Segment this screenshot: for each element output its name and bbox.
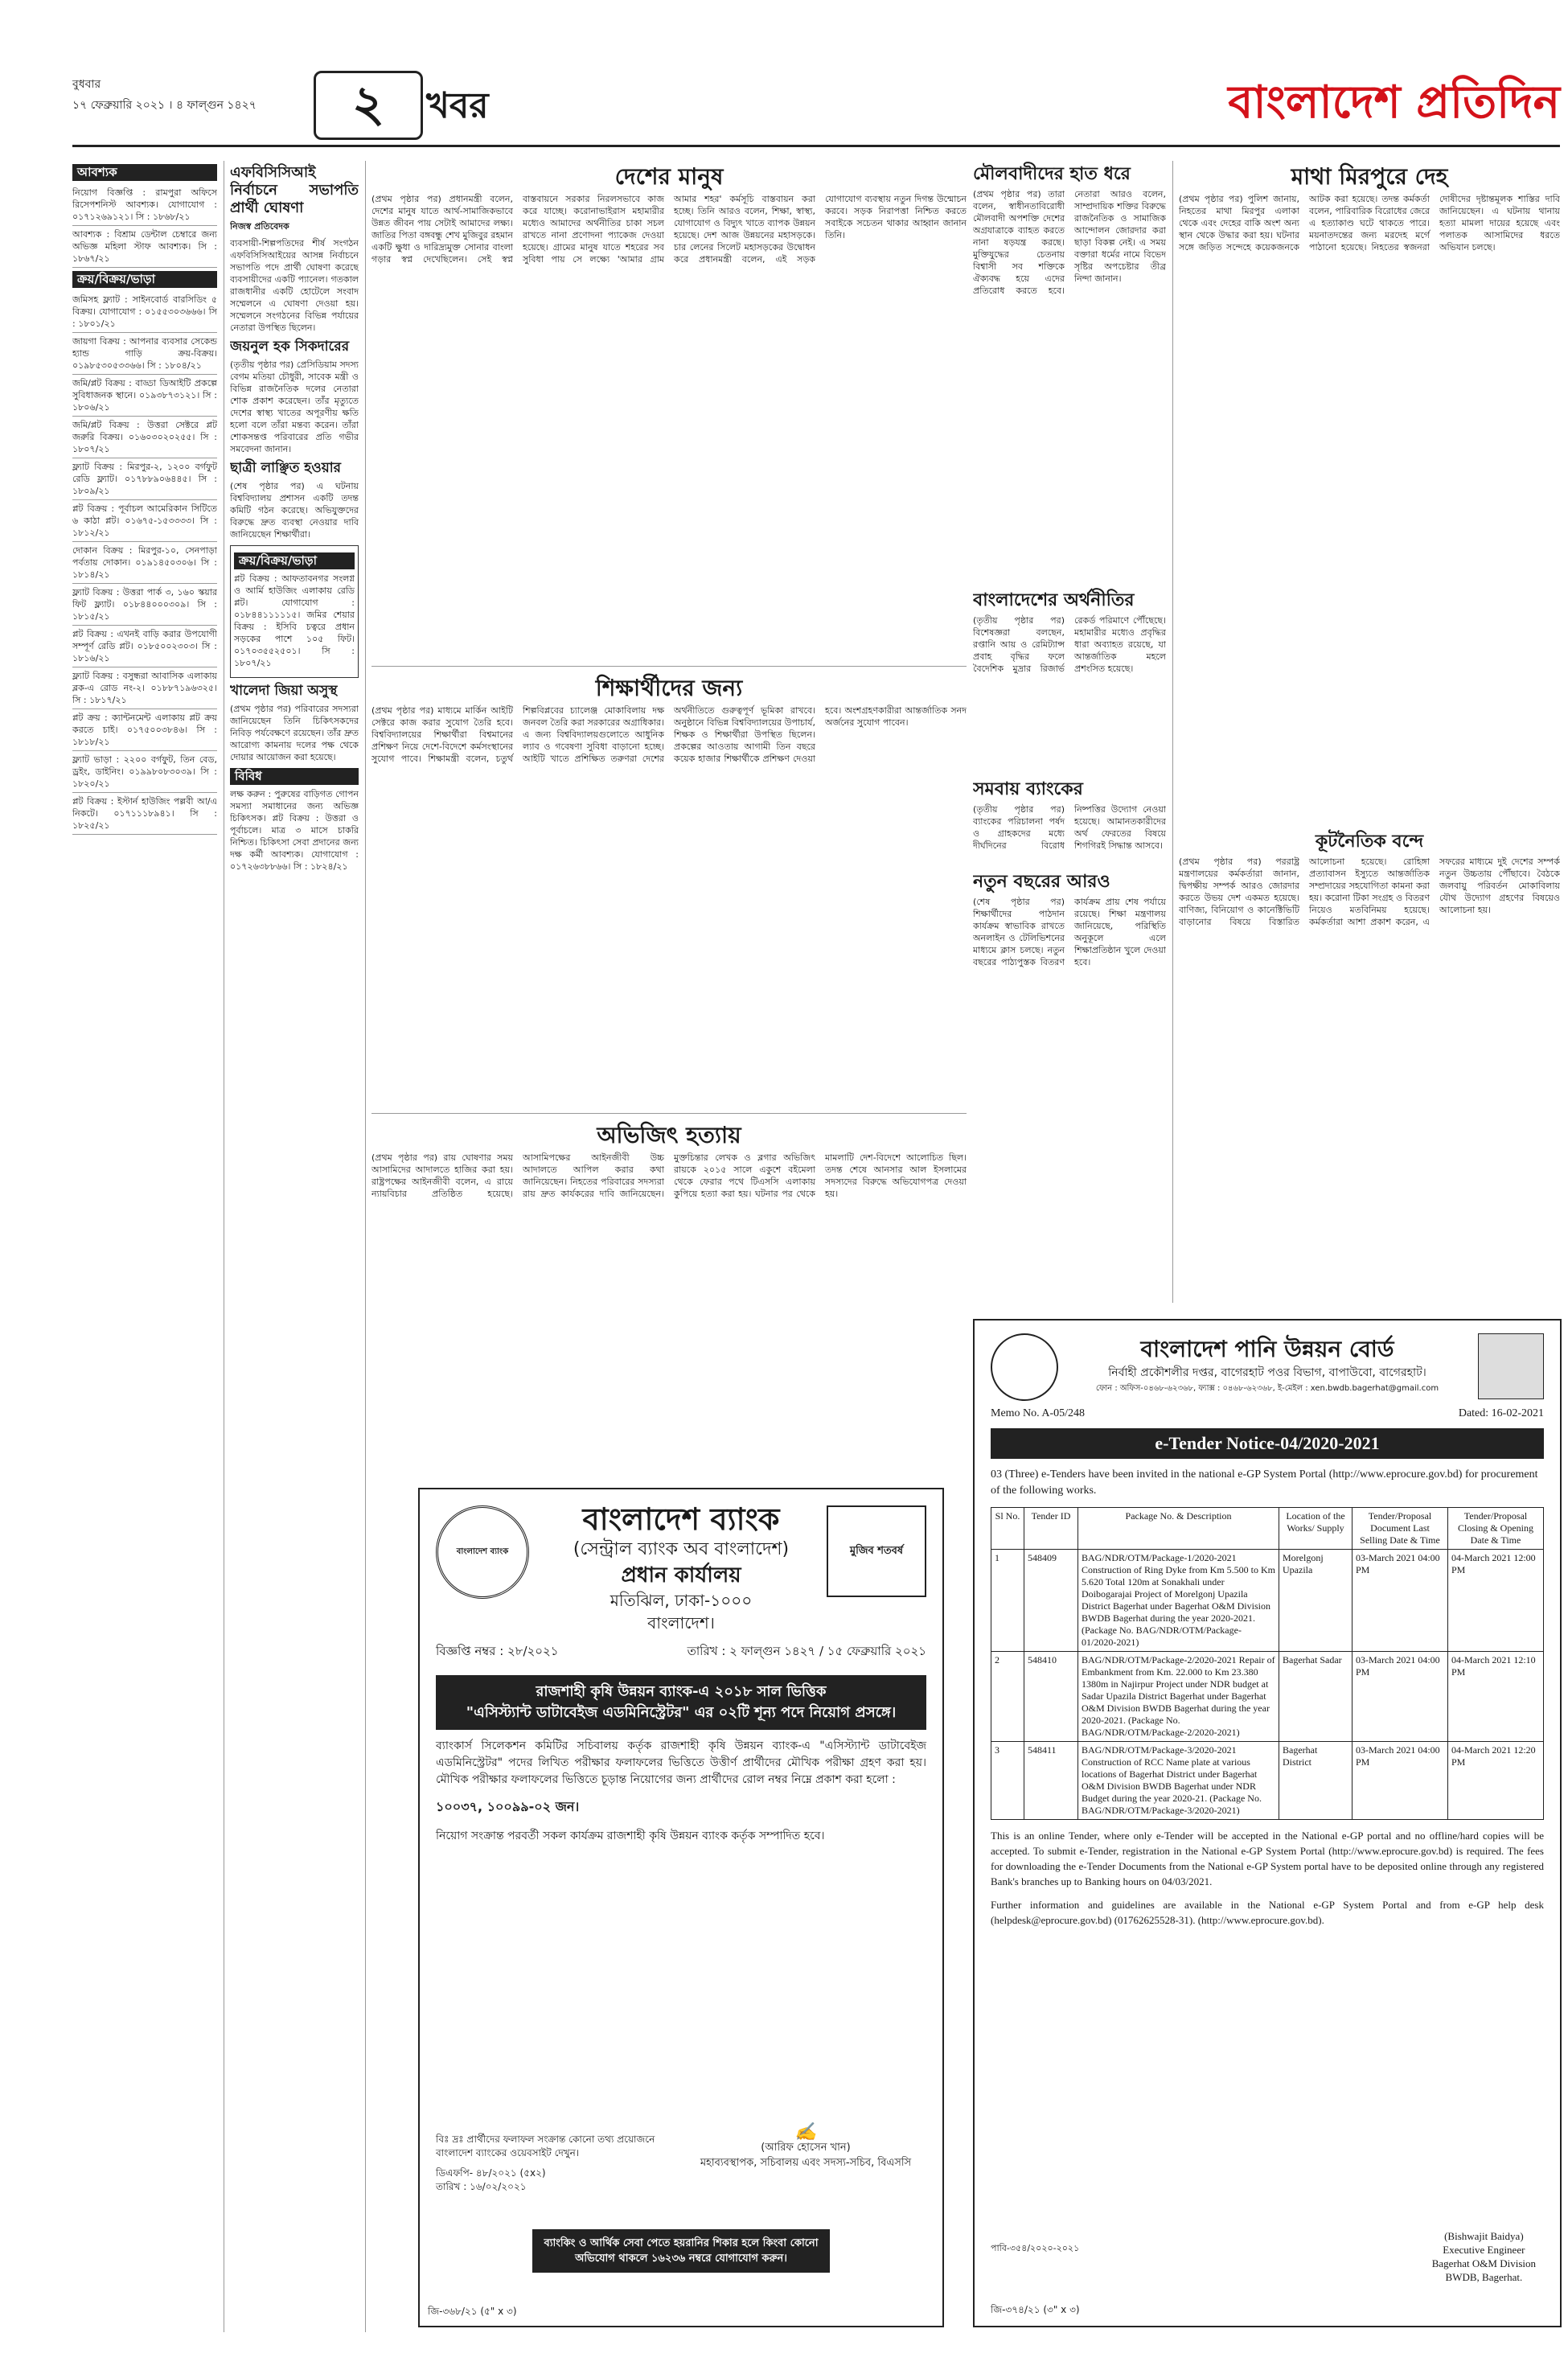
classified-item: আবশ্যক : বিশ্রাম ডেন্টাল চেম্বারে জন্য অভিজ্ঞ মহিলা স্টাফ আবশ্যক। সি : ১৮৬৭/২১ <box>72 226 217 268</box>
classifieds-column <box>72 161 217 2332</box>
bb-sub: (সেন্ট্রাল ব্যাংক অব বাংলাদেশ) <box>573 1539 790 1559</box>
story-headline: বাংলাদেশের অর্থনীতির <box>973 590 1135 610</box>
col-sl: Sl No. <box>991 1508 1024 1550</box>
col-tender-id: Tender ID <box>1024 1508 1078 1550</box>
bb-side-note: বিঃ দ্রঃ প্রার্থীদের ফলাফল সংক্রান্ত কোনো তথ্য প্রয়োজনে বাংলাদেশ ব্যাংকের ওয়েবসাইট দেখুন। ডিএফপি- ৪৮/২০২১ (৫x২) তারিখ : ১৬/০২/২০২১ <box>436 2134 655 2192</box>
bwdb-intro: 03 (Three) e-Tenders have been invited in the national e-GP System Portal (http://www.eprocure.gov.bd) for procurement of the following works. <box>991 1468 1538 1497</box>
bb-notice-no: বিজ্ঞপ্তি নম্বর : ২৮/২০২১ <box>436 1644 559 1658</box>
classified-item: প্লট ক্রয় : ক্যান্টনমেন্ট এলাকায় প্লট ক্রয় করতে চাই। ০১৭৫০০৩৮৪৬। সি : ১৮১৮/২১ <box>72 709 217 751</box>
story-body-fbcci: ব্যবসায়ী-শিল্পপতিদের শীর্ষ সংগঠন এফবিসিসিআইয়ের আসন্ন নির্বাচনে সভাপতি পদে প্রার্থী ঘোষণা করেছে ব্যবসায়ীদের একটি প্যানেল। গতকাল রাজধানীর একটি হোটেলে সংবাদ সম্মেলনে এ ঘোষণা দেওয়া হয়। সম্মেলনে সংগঠনের বিভিন্ন পর্যায়ের নেতারা উপস্থিত ছিলেন। <box>230 238 359 333</box>
story-headline: অভিজিৎ হত্যায় <box>597 1122 741 1148</box>
newspaper-logo: বাংলাদেশ প্রতিদিন <box>1228 76 1560 129</box>
headline-student-harassed: ছাত্রী লাঞ্ছিত হওয়ার <box>230 460 341 476</box>
classified-section-title: ক্রয়/বিক্রয়/ভাড়া <box>72 271 217 288</box>
bb-date: তারিখ : ২ ফাল্গুন ১৪২৭ / ১৫ ফেব্রুয়ারি ২০২১ <box>687 1644 926 1658</box>
bb-name: বাংলাদেশ ব্যাংক <box>582 1501 780 1537</box>
classified-section-title: বিবিধ <box>230 768 359 785</box>
classified-item: প্লট বিক্রয় : পূর্বাচল আমেরিকান সিটিতে ৬ কাঠা প্লট। ০১৬৭৫-১৫৩৩৩৩। সি : ১৮১২/২১ <box>72 500 217 542</box>
table-row: 2 548410 BAG/NDR/OTM/Package-2/2020-2021 Repair of Embankment from Km. 22.000 to Km 23.380 1380m in Najirpur Project under NDR budget at Sadar Upazila District Bagerhat under Bagerhat O&M Division BWDB Bagerhat during the year 2020-2021. (Package No. BAG/NDR/OTM/Package-2/2020-2021) Bagerhat Sadar 03-March 2021 04:00 PM 04-March 2021 12:10 PM <box>991 1652 1544 1742</box>
page-number: ২ <box>314 71 423 140</box>
story-headline: কূটনৈতিক বন্দে <box>1315 832 1424 852</box>
bb-seal <box>436 1505 529 1599</box>
classified-item: ফ্ল্যাট বিক্রয় : মিরপুর-২, ১২০০ বর্গফুট রেডি ফ্ল্যাট। ০১৭৮৮৯০৬৪৪৫। সি : ১৮০৯/২১ <box>72 458 217 500</box>
story-body: (প্রথম পৃষ্ঠার পর) পুলিশ জানায়, নিহতের মাথা মিরপুর এলাকা থেকে এবং দেহের বাকি অংশ অন্য স্থান থেকে উদ্ধার করা হয়। ঘটনার সঙ্গে জড়িত সন্দেহে কয়েকজনকে আটক করা হয়েছে। তদন্ত কর্মকর্তা বলেন, পারিবারিক বিরোধের জেরে এ হত্যাকাণ্ড ঘটে থাকতে পারে। ময়নাতদন্তের জন্য মরদেহ মর্গে পাঠানো হয়েছে। নিহতের স্বজনরা দোষীদের দৃষ্টান্তমূলক শাস্তির দাবি জানিয়েছেন। এ ঘটনায় থানায় হত্যা মামলা দায়ের হয়েছে এবং পলাতক আসামিদের ধরতে অভিযান চলছে। <box>1179 194 1560 253</box>
story-desher-manush <box>371 161 967 659</box>
story-body: (শেষ পৃষ্ঠার পর) শিক্ষার্থীদের পাঠদান কার্যক্রম স্বাভাবিক রাখতে অনলাইন ও টেলিভিশনের মাধ্যমে ক্লাস চলছে। নতুন বছরের পাঠ্যপুস্তক বিতরণ কার্যক্রম প্রায় শেষ পর্যায়ে রয়েছে। শিক্ষা মন্ত্রণালয় জানিয়েছে, পরিস্থিতি অনুকূলে এলে শিক্ষাপ্রতিষ্ঠান খুলে দেওয়া হবে। <box>973 897 1166 967</box>
issue-date: বুধবার ১৭ ফেব্রুয়ারি ২০২১ । ৪ ফাল্গুন ১৪২৭ <box>72 78 257 112</box>
header-rule <box>72 145 1560 147</box>
bwdb-note: This is an online Tender, where only e-Tender will be accepted in the National e-GP portal and no offline/hard copies will be accepted. To submit e-Tender, registration in the National e-GP System Portal (http://www.eprocure.gov.bd) is required. The fees for downloading the e-Tender Documents from the National e-GP System portal have to be deposited online through any registered Bank's branches up to Banking hours on 04/03/2021. <box>991 1830 1544 1887</box>
bb-address: মতিঝিল, ঢাকা-১০০০ <box>610 1591 753 1610</box>
classified-section-title: আবশ্যক <box>72 164 217 181</box>
bwdb-signature: (Bishwajit Baidya) Executive Engineer Bagerhat O&M Division BWDB, Bagerhat. <box>1431 2230 1536 2283</box>
col-location: Location of the Works/ Supply <box>1279 1508 1353 1550</box>
column-divider <box>365 161 366 2332</box>
bb-rolls: ১০০৩৭, ১০০৯৯-০২ জন। <box>436 1799 580 1814</box>
byline: নিজস্ব প্রতিবেদক <box>230 221 289 232</box>
story-headline: সমবায় ব্যাংকের <box>973 779 1083 799</box>
bwdb-code: জি-৩৭৪/২১ (৩" x ৩) <box>991 2304 1080 2315</box>
bb-footer: নিয়োগ সংক্রান্ত পরবর্তী সকল কার্যক্রম রাজশাহী কৃষি উন্নয়ন ব্যাংক কর্তৃক সম্পাদিত হবে। <box>436 1830 825 1842</box>
bwdb-help: Further information and guidelines are available in the National e-GP System Portal and from e-GP help desk (helpdesk@eprocure.gov.bd) (01762625528-31). (http://www.eprocure.gov.bd). <box>991 1899 1544 1926</box>
story-avijit <box>371 1119 967 1473</box>
classified-item: ফ্ল্যাট বিক্রয় : বসুন্ধরা আবাসিক এলাকায় ব্লক-এ রোড নং-২। ০১৮৮৭১৯৬৩২৫। সি : ১৮১৭/২১ <box>72 667 217 709</box>
story-cooperative-bank <box>973 776 1166 865</box>
story-headline: নতুন বছরের আরও <box>973 872 1110 892</box>
bb-country: বাংলাদেশ। <box>647 1613 715 1633</box>
bb-office: প্রধান কার্যালয় <box>621 1563 741 1587</box>
bb-banner: রাজশাহী কৃষি উন্নয়ন ব্যাংক-এ ২০১৮ সাল ভিত্তিক "এসিস্ট্যান্ট ডাটাবেইজ এডমিনিস্ট্রেটর" এর ০২টি শূন্য পদে নিয়োগ প্রসঙ্গে। <box>436 1675 926 1730</box>
section-title: খবর <box>426 85 489 126</box>
classified-item: জায়গা বিক্রয় : আপনার ব্যবসার সেকেন্ড হ্যান্ড গাড়ি ক্রয়-বিক্রয়। ০১৯৮৫৩০৫৩৩৬৬। সি : ১৮০৪/২১ <box>72 333 217 375</box>
story-headline: শিক্ষার্থীদের জন্য <box>595 675 743 701</box>
classified-item: জমি/প্লট বিক্রয় : উত্তরা সেক্টরে প্লট জরুরি বিক্রয়। ০১৬০৩০২০২৫৫। সি : ১৮০৭/২১ <box>72 417 217 458</box>
story-new-year <box>973 869 1166 1303</box>
page-header <box>72 64 1560 153</box>
story-headline: মাথা মিরপুরে দেহ <box>1291 163 1448 190</box>
story-body: (প্রথম পৃষ্ঠার পর) পররাষ্ট্র মন্ত্রণালয়ের কর্মকর্তারা জানান, দ্বিপক্ষীয় সম্পর্ক আরও জোরদার করতে উভয় দেশ একমত হয়েছে। বাণিজ্য, বিনিয়োগ ও কানেক্টিভিটি বাড়ানোর বিষয়ে বিস্তারিত আলোচনা হয়েছে। রোহিঙ্গা প্রত্যাবাসন ইস্যুতে আন্তর্জাতিক সম্প্রদায়ের সহযোগিতা কামনা করা হয়। করোনা টিকা সংগ্রহ ও বিতরণ নিয়েও মতবিনিময় হয়েছে। কর্মকর্তারা আশা প্রকাশ করেন, এ সফরের মাধ্যমে দুই দেশের সম্পর্ক নতুন উচ্চতায় পৌঁছাবে। বৈঠকে জলবায়ু পরিবর্তন মোকাবিলায় যৌথ উদ্যোগ গ্রহণের বিষয়েও আলোচনা হয়। <box>1179 856 1560 927</box>
classified-item: লক্ষ করুন : পুরুষের বাড়িগত গোপন সমস্যা সমাধানের জন্য অভিজ্ঞ চিকিৎসক। প্লট বিক্রয় : উত্তরা ও পূর্বাচলে। মাত্র ৩ মাসে চাকরি নিশ্চিত। চিকিৎসা সেবা প্রদানের জন্য দক্ষ কর্মী আবশ্যক। যোগাযোগ : ০১৭২৬৩৮৮৬৬। সি : ১৮২৪/২১ <box>230 789 359 872</box>
table-header-row <box>991 1508 1544 1550</box>
bwdb-title-block <box>975 1320 1560 1396</box>
bwdb-ref: পাবি-৩৫৪/২০২০-২০২১ <box>991 2243 1080 2253</box>
tender-table <box>991 1507 1544 1820</box>
story-body: (প্রথম পৃষ্ঠার পর) প্রধানমন্ত্রী বলেন, দেশের মানুষ যাতে আর্থ-সামাজিকভাবে উন্নত জীবন পায় সেটাই আমাদের লক্ষ্য। জাতির পিতা বঙ্গবন্ধু শেখ মুজিবুর রহমান একটি ক্ষুধা ও দারিদ্র্যমুক্ত সোনার বাংলা গড়ার স্বপ্ন দেখেছিলেন। সেই স্বপ্ন বাস্তবায়নে সরকার নিরলসভাবে কাজ করে যাচ্ছে। করোনাভাইরাস মহামারীর মধ্যেও আমাদের অর্থনীতির চাকা সচল রাখতে নানা প্রণোদনা প্যাকেজ দেওয়া হয়েছে। গ্রামের মানুষ যাতে শহরের সব সুবিধা পায় সে লক্ষ্যে 'আমার গ্রাম আমার শহর' কর্মসূচি বাস্তবায়ন করা হচ্ছে। তিনি আরও বলেন, শিক্ষা, স্বাস্থ্য, যোগাযোগ ও বিদ্যুৎ খাতে ব্যাপক উন্নয়ন হয়েছে। দেশ আজ উন্নয়নের মহাসড়কে। চার লেনের সিলেট মহাসড়কের উদ্বোধন করে প্রধানমন্ত্রী বলেন, এই সড়ক যোগাযোগ ব্যবস্থায় নতুন দিগন্ত উন্মোচন করবে। সড়ক নিরাপত্তা নিশ্চিত করতে সবাইকে সচেতন থাকার আহ্বান জানান তিনি। <box>371 194 967 265</box>
bwdb-meta <box>975 1396 1560 1425</box>
classified-item: দোকান বিক্রয় : মিরপুর-১০, সেনপাড়া পর্বতায় দোকান। ০১৯১৪৫০৩০৬। সি : ১৮১৪/২১ <box>72 542 217 584</box>
bwdb-dated: Dated: 16-02-2021 <box>1458 1407 1544 1419</box>
bwdb-notice-title: e-Tender Notice-04/2020-2021 <box>991 1428 1544 1459</box>
story-headline: দেশের মানুষ <box>614 163 724 190</box>
classified-item: প্লট বিক্রয় : ইস্টার্ন হাউজিং পল্লবী আ/এ নিকটে। ০১৭১১১৮৯৪১। সি : ১৮২৫/২১ <box>72 793 217 835</box>
classified-item: জমিসহ ফ্ল্যাট : সাইনবোর্ড বারসিডিং ৫ বিক্রয়। যোগাযোগ : ০১৫৫৩০৩৬৬৬। সি : ১৮০১/২১ <box>72 291 217 333</box>
story-body-khaleda: (প্রথম পৃষ্ঠার পর) পরিবারের সদস্যরা জানিয়েছেন তিনি চিকিৎসকদের নিবিড় পর্যবেক্ষণে রয়েছেন। তাঁর দ্রুত আরোগ্য কামনায় দলের পক্ষ থেকে দোয়ার আয়োজন করা হয়েছে। <box>230 704 359 762</box>
bwdb-logo <box>991 1333 1058 1401</box>
signature-mark: ✍ <box>794 2122 817 2142</box>
bwdb-table-wrap <box>991 1507 1544 1820</box>
bb-bottom-note: ব্যাংকিং ও আর্থিক সেবা পেতে হয়রানির শিকার হলে কিংবা কোনো অভিযোগ থাকলে ১৬২৩৬ নম্বরে যোগাযোগ করুন। <box>532 2229 830 2273</box>
bwdb-tender-ad <box>973 1319 1562 2327</box>
story-students <box>371 672 967 1107</box>
story-matha-mirpur <box>1179 161 1560 820</box>
story-moulobadi <box>973 161 1166 579</box>
table-row: 3 548411 BAG/NDR/OTM/Package-3/2020-2021 Construction of RCC Name plate at various locations of Bagerhat District under Bagerhat O&M Division BWDB Bagerhat under NDR Budget during the year 2020-21. (Package No. BAG/NDR/OTM/Package-3/2020-2021) Bagerhat District 03-March 2021 04:00 PM 04-March 2021 12:20 PM <box>991 1742 1544 1820</box>
story-body: (প্রথম পৃষ্ঠার পর) রায় ঘোষণার সময় আসামিদের আদালতে হাজির করা হয়। রাষ্ট্রপক্ষের আইনজীবী বলেন, এ রায়ে ন্যায়বিচার প্রতিষ্ঠিত হয়েছে। আসামিপক্ষের আইনজীবী উচ্চ আদালতে আপিল করার কথা জানিয়েছেন। নিহতের পরিবারের সদস্যরা রায় দ্রুত কার্যকরের দাবি জানিয়েছেন। মুক্তচিন্তার লেখক ও ব্লগার অভিজিৎ রায়কে ২০১৫ সালে একুশে বইমেলা থেকে ফেরার পথে টিএসসি এলাকায় কুপিয়ে হত্যা করা হয়। ঘটনার পর থেকে মামলাটি দেশ-বিদেশে আলোচিত ছিল। তদন্ত শেষে আনসার আল ইসলামের সদস্যদের বিরুদ্ধে অভিযোগপত্র দেওয়া হয়। <box>371 1152 967 1199</box>
story-diplomatic <box>1179 828 1560 1303</box>
bangladesh-bank-ad <box>418 1488 944 2327</box>
bb-code: জি-৩৬৮/২১ (৫" x ৩) <box>428 2306 517 2317</box>
classified-section-title: ক্রয়/বিক্রয়/ভাড়া <box>234 552 355 569</box>
story-body-jaynul: (তৃতীয় পৃষ্ঠার পর) প্রেসিডিয়াম সদস্য বেগম মতিয়া চৌধুরী, সাবেক মন্ত্রী ও বিভিন্ন রাজনৈতিক দলের নেতারা শোক প্রকাশ করেছেন। তাঁর মৃত্যুতে দেশের স্বাস্থ্য খাতের অপূরণীয় ক্ষতি হলো বলে তাঁরা মন্তব্য করেন। তাঁরা শোকসন্তপ্ত পরিবারের প্রতি গভীর সমবেদনা জানান। <box>230 359 359 454</box>
bb-body: ব্যাংকার্স সিলেকশন কমিটির সচিবালয় কর্তৃক রাজশাহী কৃষি উন্নয়ন ব্যাংক-এ "এসিস্ট্যান্ট ডাটাবেইজ এডমিনিস্ট্রেটর" পদের লিখিত পরীক্ষার ফলাফলের ভিত্তিতে উত্তীর্ণ প্রার্থীদের মৌখিক পরীক্ষা গ্রহণ করা হয়। মৌখিক পরীক্ষার ফলাফলের ভিত্তিতে চূড়ান্ত নিয়োগের জন্য প্রার্থীদের রোল নম্বর নিম্নে প্রকাশ করা হলো : <box>436 1739 926 1786</box>
section-divider <box>371 1113 967 1114</box>
classified-item: প্লট বিক্রয় : এখনই বাড়ি করার উপযোগী সম্পূর্ণ রেডি প্লট। ০১৮৫০০২৩০৩। সি : ১৮১৬/২১ <box>72 626 217 667</box>
story-body-student-harassed: (শেষ পৃষ্ঠার পর) এ ঘটনায় বিশ্ববিদ্যালয় প্রশাসন একটি তদন্ত কমিটি গঠন করেছে। অভিযুক্তদের বিরুদ্ধে দ্রুত ব্যবস্থা নেওয়ার দাবি জানিয়েছেন শিক্ষার্থীরা। <box>230 481 359 540</box>
story-economy <box>973 587 1166 772</box>
story-body: (তৃতীয় পৃষ্ঠার পর) ব্যাংকের পরিচালনা পর্ষদ ও গ্রাহকদের মধ্যে দীর্ঘদিনের বিরোধ নিষ্পত্তির উদ্যোগ নেওয়া হয়েছে। আমানতকারীদের অর্থ ফেরতের বিষয়ে শিগগিরই সিদ্ধান্ত আসবে। <box>973 804 1166 851</box>
classified-item: নিয়োগ বিজ্ঞপ্তি : রামপুরা অফিসে রিসেপশনিস্ট আবশ্যক। যোগাযোগ : ০১৭১২৬৯১২১। সি : ১৮৬৮/২১ <box>72 184 217 226</box>
mujib-logo <box>827 1505 926 1597</box>
bb-signature: ✍ (আরিফ হোসেন খান) মহাব্যবস্থাপক, সচিবালয় এবং সদস্য-সচিব, বিএসসি <box>693 2125 918 2171</box>
classified-item: ফ্ল্যাট বিক্রয় : উত্তরা পার্ক ৩, ১৬০ স্কয়ার ফিট ফ্ল্যাট। ০১৮৪৪০০০৩০৯। সি : ১৮১৫/২১ <box>72 584 217 626</box>
classified-item: জমি/প্লট বিক্রয় : বাড্ডা ডিআইটি প্রকল্পে সুবিধাজনক স্থানে। ০১৯৩৮৭৩১২১। সি : ১৮০৬/২১ <box>72 375 217 417</box>
story-body: (তৃতীয় পৃষ্ঠার পর) বিশেষজ্ঞরা বলছেন, রপ্তানি আয় ও রেমিট্যান্স প্রবাহ বৃদ্ধির ফলে বৈদেশিক মুদ্রার রিজার্ভ রেকর্ড পরিমাণে পৌঁছেছে। মহামারীর মধ্যেও প্রবৃদ্ধির ধারা অব্যাহত রয়েছে, যা আন্তর্জাতিক মহলে প্রশংসিত হয়েছে। <box>973 615 1166 674</box>
classified-box <box>230 545 359 678</box>
bb-meta <box>420 1634 942 1670</box>
story-headline: মৌলবাদীদের হাত ধরে <box>973 164 1131 184</box>
classified-item: প্লট বিক্রয় : আফতাবনগর সংলগ্ন ও আর্মি হাউজিং এলাকায় রেডি প্লট। যোগাযোগ : ০১৮৪৪১১১১১৫। জমির শেয়ার বিক্রয় : ইসিবি চত্বরে প্রধান সড়কের পাশে ১০৫ ফিট। ০১৭০৩৫৫২৫০১। সি : ১৮০৭/২১ <box>234 573 355 668</box>
column-divider <box>1172 161 1173 1303</box>
headline-jaynul: জয়নুল হক সিকদারের <box>230 339 350 355</box>
mujib-logo-label: মুজিব শতবর্ষ <box>849 1544 904 1557</box>
col-package: Package No. & Description <box>1078 1508 1279 1550</box>
portrait-image <box>1478 1333 1544 1399</box>
bwdb-contact: ফোন : অফিস-০৪৬৮-৬২৩৬৮, ফ্যাক্স : ০৪৬৮-৬২৩৬৮, ই-মেইল : xen.bwdb.bagerhat@gmail.com <box>1095 1384 1439 1393</box>
column-two <box>230 161 359 2332</box>
bwdb-office: নির্বাহী প্রকৌশলীর দপ্তর, বাগেরহাট পওর বিভাগ, বাপাউবো, বাগেরহাট। <box>1108 1366 1426 1379</box>
bwdb-memo: Memo No. A-05/248 <box>991 1407 1086 1419</box>
table-row: 1 548409 BAG/NDR/OTM/Package-1/2020-2021 Construction of Ring Dyke from Km 5.500 to Km 5.620 Total 120m at Sonakhali under Doibogarajai Project of Morelgonj Upazila District Bagerhat under Bagerhat O&M Division BWDB Bagerhat during the year 2020-2021. (Package No. BAG/NDR/OTM/Package-01/2020-2021) Morelgonj Upazila 03-March 2021 04:00 PM 04-March 2021 12:00 PM <box>991 1550 1544 1652</box>
col-last-selling: Tender/Proposal Document Last Selling Date & Time <box>1353 1508 1448 1550</box>
section-divider <box>371 666 967 667</box>
bwdb-org: বাংলাদেশ পানি উন্নয়ন বোর্ড <box>1140 1336 1394 1362</box>
story-body: (প্রথম পৃষ্ঠার পর) তারা বলেন, স্বাধীনতাবিরোধী মৌলবাদী অপশক্তি দেশের অগ্রযাত্রাকে ব্যাহত করতে নানা ষড়যন্ত্র করছে। মুক্তিযুদ্ধের চেতনায় বিশ্বাসী সব শক্তিকে ঐক্যবদ্ধ হয়ে এদের প্রতিরোধ করতে হবে। নেতারা আরও বলেন, সাম্প্রদায়িক শক্তির বিরুদ্ধে রাজনৈতিক ও সামাজিক আন্দোলন জোরদার করা ছাড়া বিকল্প নেই। এ সময় বক্তারা ধর্মের নামে বিভেদ সৃষ্টির অপচেষ্টার তীব্র নিন্দা জানান। <box>973 189 1166 296</box>
headline-khaleda: খালেদা জিয়া অসুস্থ <box>230 683 338 699</box>
headline-fbcci: এফবিসিসিআই নির্বাচনে সভাপতি প্রার্থী ঘোষণা <box>230 164 359 216</box>
classified-item: ফ্ল্যাট ভাড়া : ২২০০ বর্গফুট, তিন বেড, ড্রইং, ডাইনিং। ০১৯৯৮০৮৩০৩৯। সি : ১৮২০/২১ <box>72 751 217 793</box>
bb-seal-label: বাংলাদেশ ব্যাংক <box>456 1546 509 1556</box>
story-body: (প্রথম পৃষ্ঠার পর) মাধ্যমে মার্কিন আইটি সেক্টরে কাজ করার সুযোগ তৈরি হবে। বিশ্ববিদ্যালয়ের শিক্ষার্থীরা বিশ্বমানের প্রশিক্ষণ নিয়ে দেশে-বিদেশে কর্মসংস্থানের সুযোগ পাবে। শিক্ষামন্ত্রী বলেন, চতুর্থ শিল্পবিপ্লবের চ্যালেঞ্জ মোকাবিলায় দক্ষ জনবল তৈরি করা সরকারের অগ্রাধিকার। এ জন্য বিশ্ববিদ্যালয়গুলোতে আধুনিক ল্যাব ও গবেষণা সুবিধা বাড়ানো হচ্ছে। আইটি খাতে প্রশিক্ষিত তরুণরা দেশের অর্থনীতিতে গুরুত্বপূর্ণ ভূমিকা রাখবে। অনুষ্ঠানে বিভিন্ন বিশ্ববিদ্যালয়ের উপাচার্য, শিক্ষক ও শিক্ষার্থীরা উপস্থিত ছিলেন। প্রকল্পের আওতায় আগামী তিন বছরে কয়েক হাজার শিক্ষার্থীকে প্রশিক্ষণ দেওয়া হবে। অংশগ্রহণকারীরা আন্তর্জাতিক সনদ অর্জনের সুযোগ পাবেন। <box>371 705 967 764</box>
col-closing: Tender/Proposal Closing & Opening Date & Time <box>1448 1508 1544 1550</box>
